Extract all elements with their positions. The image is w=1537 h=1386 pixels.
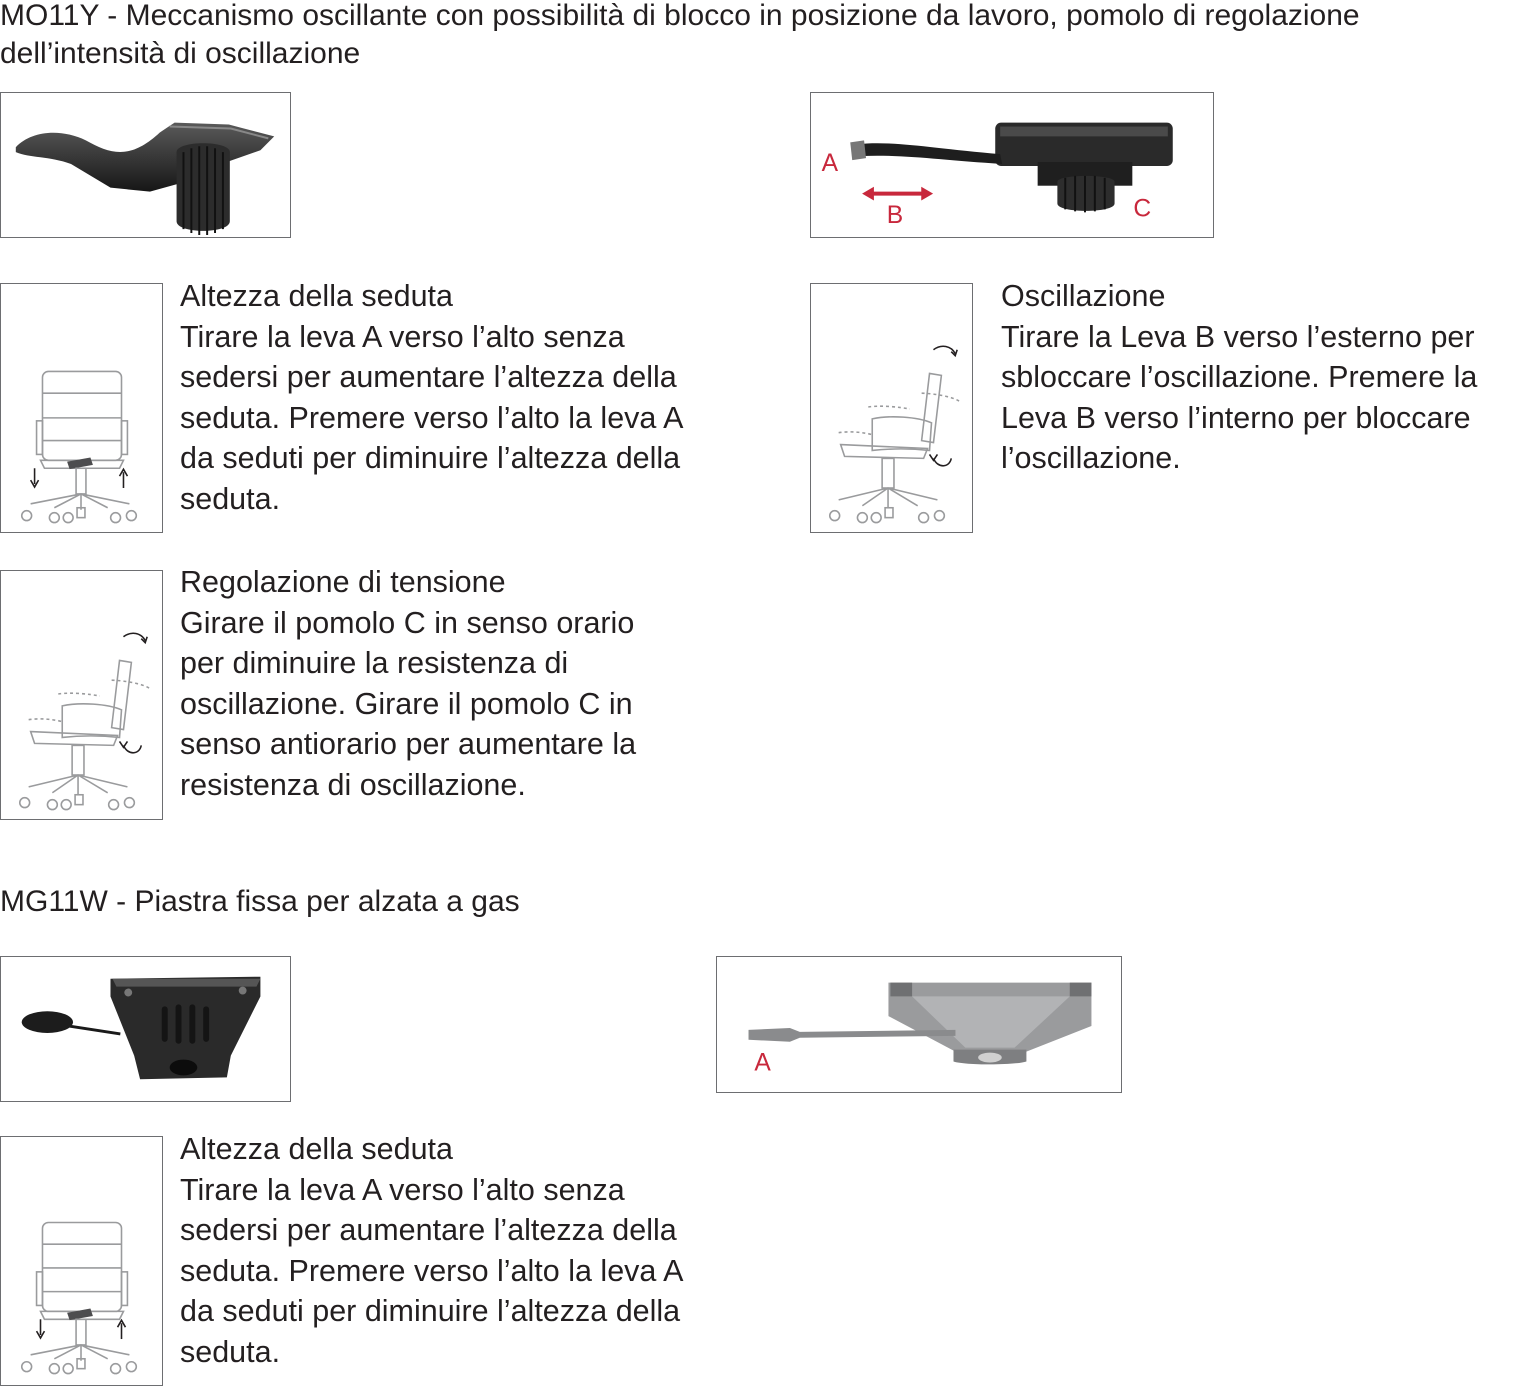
item-title: Altezza della seduta <box>180 279 453 313</box>
plate-labeled-icon <box>717 957 1121 1092</box>
mg11w-plate-photo <box>0 956 291 1102</box>
mo11y-mechanism-photo <box>0 92 291 238</box>
item-line: senso antiorario per aumentare la <box>180 727 637 762</box>
section2-title: MG11W - Piastra fissa per alzata a gas <box>0 885 520 918</box>
item-line: seduta. Premere verso l’alto la leva A <box>180 1253 684 1288</box>
item-line: seduta. <box>180 1334 281 1369</box>
label-c: C <box>1133 195 1152 223</box>
section1-title-line2: dell’intensità di oscillazione <box>0 37 361 70</box>
knob-shape-icon <box>1 93 290 237</box>
label-b: B <box>886 202 904 230</box>
item-line: sedersi per aumentare l’altezza della <box>180 360 677 395</box>
chair-height-icon <box>0 283 163 533</box>
item-line: Girare il pomolo C in senso orario <box>180 605 635 640</box>
item-line: seduta. Premere verso l’alto la leva A <box>180 400 684 435</box>
item-line: Tirare la Leva B verso l’esterno per <box>1001 319 1475 354</box>
item-line: Leva B verso l’interno per bloccare <box>1001 400 1471 435</box>
item-oscillation-text <box>1001 276 1477 479</box>
label-a: A <box>821 149 839 177</box>
item-title: Oscillazione <box>1001 279 1166 313</box>
item-line: sbloccare l’oscillazione. Premere la <box>1001 360 1478 395</box>
item-seat-height-text <box>180 276 684 520</box>
item-seat-height-2-text <box>180 1129 684 1373</box>
item-tension-text <box>180 562 636 806</box>
item-line: Tirare la leva A verso l’alto senza <box>180 1172 625 1207</box>
item-line: resistenza di oscillazione. <box>180 767 526 802</box>
item-title: Regolazione di tensione <box>180 565 506 599</box>
plate-photo-icon <box>1 957 290 1101</box>
chair-tilt-tension-icon <box>0 570 163 820</box>
chair-tilt-icon <box>810 283 973 533</box>
mo11y-mechanism-labeled-photo <box>810 92 1214 238</box>
mg11w-plate-labeled-photo <box>716 956 1122 1093</box>
item-line: l’oscillazione. <box>1001 441 1181 476</box>
section1-title-line1: MO11Y - Meccanismo oscillante con possibilità di blocco in posizione da lavoro, pomolo di regolazione <box>0 0 1360 32</box>
chair-height-icon <box>0 1136 163 1386</box>
label-a: A <box>754 1049 771 1077</box>
item-title: Altezza della seduta <box>180 1132 453 1166</box>
item-line: per diminuire la resistenza di <box>180 646 569 681</box>
item-line: sedersi per aumentare l’altezza della <box>180 1213 677 1248</box>
item-line: seduta. <box>180 481 281 516</box>
item-line: Tirare la leva A verso l’alto senza <box>180 319 625 354</box>
item-line: da seduti per diminuire l’altezza della <box>180 441 681 476</box>
mechanism-labeled-icon <box>811 93 1213 237</box>
item-line: da seduti per diminuire l’altezza della <box>180 1294 681 1329</box>
item-line: oscillazione. Girare il pomolo C in <box>180 686 633 721</box>
